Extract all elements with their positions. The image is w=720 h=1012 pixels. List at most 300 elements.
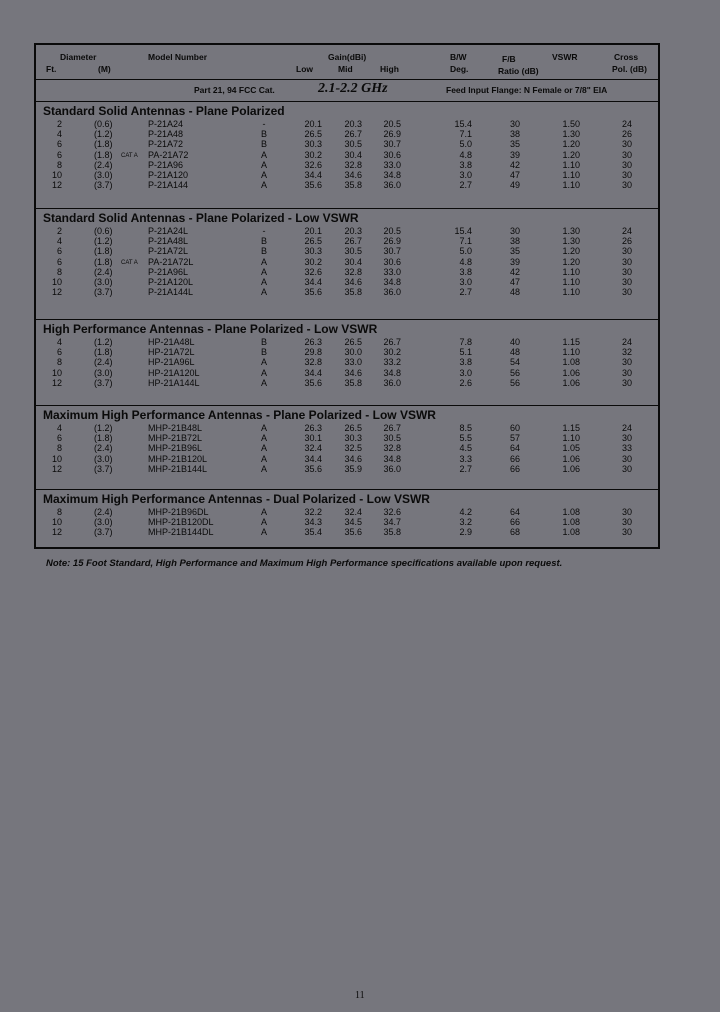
diameter-m: (3.7) (94, 377, 113, 388)
front-to-back: 39 (509, 256, 520, 267)
pattern-class: A (260, 443, 267, 454)
gain-mid: 30.5 (344, 139, 362, 150)
vswr: 1.06 (562, 463, 580, 474)
diameter-m: (1.8) (94, 149, 113, 160)
cross-pol: 30 (621, 287, 632, 298)
gain-low: 35.6 (304, 463, 322, 474)
model-number: HP-21A120L (148, 367, 200, 378)
vswr: 1.30 (562, 129, 580, 140)
vswr: 1.08 (562, 527, 580, 538)
diameter-ft: 6 (56, 149, 62, 160)
table-row (36, 433, 658, 443)
table-row (36, 464, 658, 474)
gain-high: 32.6 (383, 507, 401, 517)
model-number: MHP-21B120DL (148, 517, 214, 528)
diameter-m: (0.6) (94, 119, 113, 129)
gain-mid: 26.7 (344, 236, 362, 247)
vswr: 1.15 (562, 423, 580, 433)
cross-pol: 30 (621, 433, 632, 444)
gain-high: 20.5 (383, 119, 401, 129)
cross-pol: 30 (621, 256, 632, 267)
beamwidth: 4.8 (459, 256, 472, 267)
model-number: P-21A48L (148, 236, 189, 247)
diameter-ft: 12 (51, 180, 62, 191)
gain-mid: 30.3 (344, 433, 362, 444)
diameter-m: (1.2) (94, 423, 113, 433)
front-to-back: 66 (509, 453, 520, 464)
pattern-class: B (260, 139, 267, 150)
beamwidth: 5.5 (459, 433, 472, 444)
cross-pol: 32 (621, 347, 632, 358)
gain-low: 26.5 (304, 236, 322, 247)
table-row (36, 170, 658, 180)
gain-low: 30.2 (304, 256, 322, 267)
gain-mid: 30.4 (344, 149, 362, 160)
cross-pol: 30 (621, 377, 632, 388)
model-number: P-21A72L (148, 246, 189, 257)
gain-low: 20.1 (304, 119, 322, 129)
gain-mid: 32.8 (344, 159, 362, 170)
gain-high: 36.0 (383, 463, 401, 474)
pattern-class: A (260, 453, 267, 464)
gain-mid: 20.3 (344, 226, 362, 236)
pattern-class: A (260, 507, 267, 517)
gain-mid: 34.6 (344, 276, 362, 287)
front-to-back: 47 (509, 276, 520, 287)
pattern-class: A (260, 423, 267, 433)
table-row (36, 357, 658, 367)
section-title: Maximum High Performance Antennas - Dual Polarized - Low VSWR (43, 492, 430, 506)
gain-mid: 35.8 (344, 287, 362, 298)
diameter-ft: 8 (56, 357, 62, 368)
vswr: 1.08 (562, 517, 580, 528)
header-model: Model Number (148, 52, 208, 62)
front-to-back: 66 (509, 517, 520, 528)
model-number: P-21A120 (148, 169, 189, 180)
pattern-class: A (260, 266, 267, 277)
header-gain: Gain(dBi) (328, 52, 367, 62)
gain-mid: 35.9 (344, 463, 362, 474)
gain-mid: 30.5 (344, 246, 362, 257)
model-number: P-21A24 (148, 119, 184, 129)
front-to-back: 38 (509, 236, 520, 247)
gain-high: 34.8 (383, 169, 401, 180)
section-rows (36, 119, 658, 190)
diameter-m: (1.8) (94, 139, 113, 150)
header-low: Low (296, 64, 313, 74)
vswr: 1.06 (562, 377, 580, 388)
pattern-class: B (260, 347, 267, 358)
front-to-back: 38 (509, 129, 520, 140)
front-to-back: 60 (509, 423, 520, 433)
table-row (36, 267, 658, 277)
diameter-ft: 12 (51, 527, 62, 538)
gain-low: 26.5 (304, 129, 322, 140)
beamwidth: 3.0 (459, 276, 472, 287)
header-bw: B/W (450, 52, 467, 62)
pattern-class: A (260, 169, 267, 180)
gain-low: 34.4 (304, 169, 322, 180)
vswr: 1.06 (562, 367, 580, 378)
beamwidth: 15.4 (454, 226, 472, 236)
front-to-back: 35 (509, 139, 520, 150)
pattern-class: A (260, 357, 267, 368)
gain-low: 35.6 (304, 377, 322, 388)
model-number: MHP-21B144L (148, 463, 208, 474)
cross-pol: 30 (621, 367, 632, 378)
vswr: 1.08 (562, 507, 580, 517)
gain-high: 33.0 (383, 266, 401, 277)
section-3 (36, 320, 658, 406)
gain-high: 36.0 (383, 287, 401, 298)
gain-mid: 34.6 (344, 367, 362, 378)
diameter-ft: 10 (51, 453, 62, 464)
gain-low: 32.8 (304, 357, 322, 368)
gain-low: 34.4 (304, 367, 322, 378)
table-row (36, 347, 658, 357)
header-fb: F/B (502, 54, 516, 64)
gain-low: 35.6 (304, 180, 322, 191)
table-row (36, 507, 658, 517)
cross-pol: 30 (621, 169, 632, 180)
diameter-ft: 4 (56, 236, 62, 247)
gain-high: 30.6 (383, 149, 401, 160)
vswr: 1.08 (562, 357, 580, 368)
gain-high: 36.0 (383, 180, 401, 191)
gain-mid: 20.3 (344, 119, 362, 129)
beamwidth: 7.1 (459, 129, 472, 140)
header-ratio: Ratio (dB) (498, 66, 539, 76)
beamwidth: 2.6 (459, 377, 472, 388)
gain-mid: 26.7 (344, 129, 362, 140)
table-row (36, 150, 658, 160)
beamwidth: 2.7 (459, 287, 472, 298)
diameter-m: (2.4) (94, 443, 113, 454)
diameter-ft: 12 (51, 287, 62, 298)
page-number: 11 (355, 990, 365, 1001)
beamwidth: 4.8 (459, 149, 472, 160)
beamwidth: 4.2 (459, 507, 472, 517)
gain-mid: 34.6 (344, 453, 362, 464)
cross-pol: 24 (621, 423, 632, 433)
front-to-back: 30 (509, 119, 520, 129)
vswr: 1.15 (562, 337, 580, 347)
gain-low: 34.3 (304, 517, 322, 528)
front-to-back: 66 (509, 463, 520, 474)
diameter-ft: 8 (56, 159, 62, 170)
pattern-class: A (260, 433, 267, 444)
front-to-back: 56 (509, 377, 520, 388)
gain-high: 30.7 (383, 139, 401, 150)
pattern-class: A (260, 256, 267, 267)
beamwidth: 2.9 (459, 527, 472, 538)
front-to-back: 39 (509, 149, 520, 160)
feed-flange: Feed Input Flange: N Female or 7/8" EIA (446, 85, 608, 95)
diameter-m: (0.6) (94, 226, 113, 236)
vswr: 1.10 (562, 159, 580, 170)
header-diameter: Diameter (60, 52, 97, 62)
gain-mid: 34.6 (344, 169, 362, 180)
model-number: MHP-21B96L (148, 443, 203, 454)
front-to-back: 56 (509, 367, 520, 378)
diameter-ft: 6 (56, 139, 62, 150)
pattern-class: A (260, 180, 267, 191)
diameter-ft: 10 (51, 367, 62, 378)
vswr: 1.20 (562, 139, 580, 150)
front-to-back: 47 (509, 169, 520, 180)
gain-low: 30.3 (304, 246, 322, 257)
table-row (36, 246, 658, 256)
gain-mid: 35.6 (344, 527, 362, 538)
front-to-back: 57 (509, 433, 520, 444)
vswr: 1.10 (562, 169, 580, 180)
cross-pol: 30 (621, 517, 632, 528)
front-to-back: 48 (509, 347, 520, 358)
beamwidth: 5.1 (459, 347, 472, 358)
pattern-class: A (260, 527, 267, 538)
front-to-back: 68 (509, 527, 520, 538)
model-number: MHP-21B48L (148, 423, 203, 433)
table-row (36, 517, 658, 527)
diameter-ft: 8 (56, 266, 62, 277)
vswr: 1.05 (562, 443, 580, 454)
table-row (36, 454, 658, 464)
beamwidth: 3.8 (459, 357, 472, 368)
gain-low: 35.6 (304, 287, 322, 298)
pattern-class: B (260, 246, 267, 257)
pattern-class: A (260, 367, 267, 378)
model-number: MHP-21B72L (148, 433, 203, 444)
table-row (36, 180, 658, 190)
beamwidth: 3.0 (459, 367, 472, 378)
pattern-class: A (260, 276, 267, 287)
front-to-back: 49 (509, 180, 520, 191)
header-ft: Ft. (46, 64, 57, 74)
diameter-ft: 10 (51, 517, 62, 528)
beamwidth: 8.5 (459, 423, 472, 433)
table-row (36, 160, 658, 170)
pattern-class: - (262, 119, 266, 129)
vswr: 1.20 (562, 246, 580, 257)
table-row (36, 443, 658, 453)
diameter-ft: 4 (56, 423, 62, 433)
front-to-back: 40 (509, 337, 520, 347)
fcc-category: Part 21, 94 FCC Cat. (194, 85, 275, 95)
diameter-m: (1.2) (94, 129, 113, 140)
beamwidth: 15.4 (454, 119, 472, 129)
front-to-back: 35 (509, 246, 520, 257)
cross-pol: 33 (621, 443, 632, 454)
cross-pol: 30 (621, 180, 632, 191)
model-number: P-21A144 (148, 180, 189, 191)
table-row (36, 129, 658, 139)
beamwidth: 2.7 (459, 180, 472, 191)
table-row (36, 378, 658, 388)
diameter-ft: 4 (56, 129, 62, 140)
gain-mid: 30.4 (344, 256, 362, 267)
diameter-m: (1.2) (94, 337, 113, 347)
cross-pol: 30 (621, 357, 632, 368)
front-to-back: 42 (509, 159, 520, 170)
diameter-ft: 8 (56, 507, 62, 517)
model-number: P-21A96 (148, 159, 184, 170)
gain-mid: 34.5 (344, 517, 362, 528)
beamwidth: 3.2 (459, 517, 472, 528)
section-1 (36, 102, 658, 209)
beamwidth: 3.8 (459, 159, 472, 170)
diameter-m: (3.0) (94, 453, 113, 464)
gain-high: 30.5 (383, 433, 401, 444)
diameter-m: (1.8) (94, 347, 113, 358)
vswr: 1.10 (562, 287, 580, 298)
diameter-m: (2.4) (94, 159, 113, 170)
beamwidth: 5.0 (459, 246, 472, 257)
section-title: Standard Solid Antennas - Plane Polarized - Low VSWR (43, 211, 359, 225)
gain-high: 36.0 (383, 377, 401, 388)
model-number: MHP-21B144DL (148, 527, 214, 538)
table-row (36, 257, 658, 267)
gain-high: 33.0 (383, 159, 401, 170)
header-high: High (380, 64, 399, 74)
diameter-m: (1.2) (94, 236, 113, 247)
gain-high: 35.8 (383, 527, 401, 538)
diameter-ft: 10 (51, 169, 62, 180)
cross-pol: 30 (621, 453, 632, 464)
diameter-ft: 8 (56, 443, 62, 454)
diameter-ft: 2 (56, 119, 62, 129)
gain-high: 26.7 (383, 423, 401, 433)
gain-mid: 26.5 (344, 337, 362, 347)
diameter-m: (3.0) (94, 276, 113, 287)
gain-low: 32.4 (304, 443, 322, 454)
diameter-m: (2.4) (94, 357, 113, 368)
category: CAT A (121, 152, 138, 159)
cross-pol: 26 (621, 236, 632, 247)
gain-mid: 35.8 (344, 377, 362, 388)
header-vswr: VSWR (552, 52, 578, 62)
section-4 (36, 406, 658, 490)
diameter-m: (3.7) (94, 287, 113, 298)
gain-low: 34.4 (304, 453, 322, 464)
gain-mid: 30.0 (344, 347, 362, 358)
table-row (36, 277, 658, 287)
category: CAT A (121, 259, 138, 266)
gain-high: 30.7 (383, 246, 401, 257)
section-title: Maximum High Performance Antennas - Plane Polarized - Low VSWR (43, 408, 436, 422)
footnote: Note: 15 Foot Standard, High Performance and Maximum High Performance specifications available upon request. (46, 558, 563, 569)
beamwidth: 5.0 (459, 139, 472, 150)
diameter-ft: 12 (51, 377, 62, 388)
cross-pol: 24 (621, 337, 632, 347)
gain-high: 30.2 (383, 347, 401, 358)
gain-low: 26.3 (304, 423, 322, 433)
pattern-class: A (260, 463, 267, 474)
pattern-class: B (260, 236, 267, 247)
cross-pol: 24 (621, 226, 632, 236)
diameter-m: (3.7) (94, 527, 113, 538)
beamwidth: 3.3 (459, 453, 472, 464)
model-number: MHP-21B96DL (148, 507, 209, 517)
cross-pol: 30 (621, 507, 632, 517)
vswr: 1.10 (562, 276, 580, 287)
gain-high: 30.6 (383, 256, 401, 267)
cross-pol: 30 (621, 527, 632, 538)
section-5 (36, 490, 658, 549)
model-number: HP-21A48L (148, 337, 195, 347)
front-to-back: 54 (509, 357, 520, 368)
section-rows (36, 423, 658, 474)
diameter-ft: 6 (56, 246, 62, 257)
cross-pol: 30 (621, 246, 632, 257)
frequency-band: 2.1-2.2 GHz (318, 81, 388, 96)
cross-pol: 30 (621, 149, 632, 160)
gain-high: 34.8 (383, 276, 401, 287)
vswr: 1.50 (562, 119, 580, 129)
table-row (36, 527, 658, 537)
cross-pol: 26 (621, 129, 632, 140)
section-rows (36, 507, 658, 538)
header-m: (M) (98, 64, 111, 74)
gain-high: 32.8 (383, 443, 401, 454)
gain-high: 26.9 (383, 129, 401, 140)
column-headers (36, 45, 658, 80)
gain-low: 30.1 (304, 433, 322, 444)
header-pol: Pol. (dB) (612, 64, 647, 74)
pattern-class: A (260, 159, 267, 170)
diameter-m: (1.8) (94, 433, 113, 444)
vswr: 1.06 (562, 453, 580, 464)
diameter-m: (3.0) (94, 517, 113, 528)
gain-high: 26.9 (383, 236, 401, 247)
front-to-back: 42 (509, 266, 520, 277)
model-number: PA-21A72L (148, 256, 194, 267)
diameter-ft: 6 (56, 256, 62, 267)
pattern-class: A (260, 377, 267, 388)
gain-mid: 26.5 (344, 423, 362, 433)
pattern-class: B (260, 129, 267, 140)
beamwidth: 7.1 (459, 236, 472, 247)
model-number: P-21A72 (148, 139, 184, 150)
table-row (36, 119, 658, 129)
frequency-subheader (36, 80, 658, 102)
gain-mid: 32.8 (344, 266, 362, 277)
diameter-ft: 10 (51, 276, 62, 287)
vswr: 1.10 (562, 180, 580, 191)
header-cross: Cross (614, 52, 639, 62)
section-rows (36, 337, 658, 388)
beamwidth: 4.5 (459, 443, 472, 454)
table-row (36, 337, 658, 347)
model-number: HP-21A144L (148, 377, 200, 388)
gain-low: 32.2 (304, 507, 322, 517)
gain-low: 32.6 (304, 266, 322, 277)
vswr: 1.30 (562, 226, 580, 236)
gain-mid: 35.8 (344, 180, 362, 191)
gain-low: 32.6 (304, 159, 322, 170)
cross-pol: 30 (621, 159, 632, 170)
model-number: P-21A96L (148, 266, 189, 277)
pattern-class: A (260, 287, 267, 298)
gain-high: 33.2 (383, 357, 401, 368)
beamwidth: 3.0 (459, 169, 472, 180)
gain-mid: 32.4 (344, 507, 362, 517)
gain-low: 34.4 (304, 276, 322, 287)
model-number: HP-21A72L (148, 347, 195, 358)
gain-low: 29.8 (304, 347, 322, 358)
pattern-class: - (262, 226, 266, 236)
vswr: 1.20 (562, 149, 580, 160)
model-number: PA-21A72 (148, 149, 189, 160)
